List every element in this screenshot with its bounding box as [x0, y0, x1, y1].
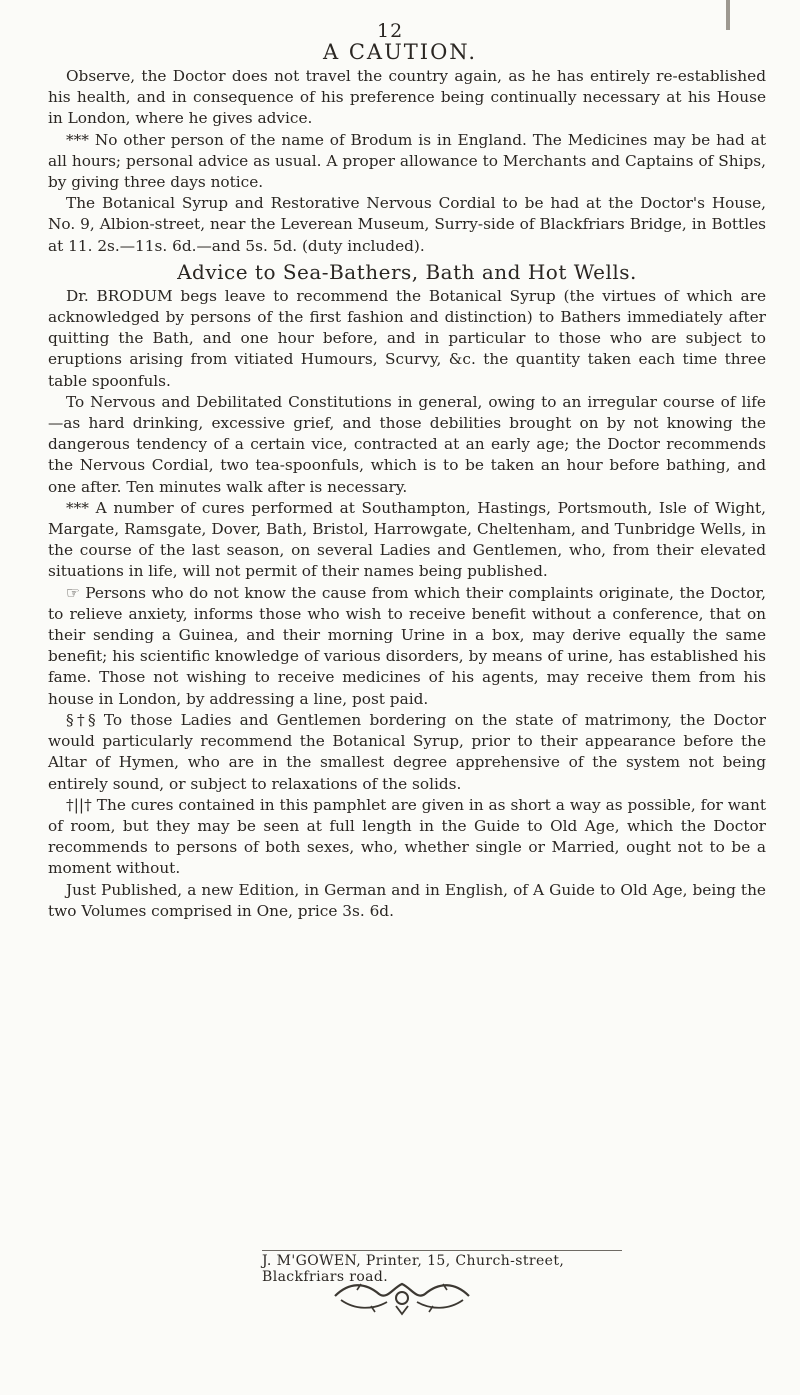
- section-paragraph: To Nervous and Debilitated Constitutions in general, owing to an irregular course of life—as hard drinking, excessive grief, and those debilities brought on by not knowing the dangerous tendency of a certain vice, contracted at an early age; the Doctor recommends the Nervous Cordial, two tea-spoonfuls, which is to be taken an hour before bathing, and one after. Ten minutes walk after is necessary.: [48, 392, 766, 496]
- ornament-icon: [327, 1276, 477, 1316]
- section-paragraph: †||† The cures contained in this pamphlet are given in as short a way as possible, for want of room, but they may be seen at full length in the Guide to Old Age, which the Doctor recommends to persons of both sexes, who, whether single or Married, ought not to be a moment without.: [48, 795, 766, 878]
- section-heading: Advice to Sea-Bathers, Bath and Hot Wells.: [177, 259, 637, 284]
- medicines-paragraph: The Botanical Syrup and Restorative Nervous Cordial to be had at the Doctor's House, No. 9, Albion-street, near the Leverean Museum, Surry-side of Blackfriars Bridge, in Bottles at 11. 2s.—11s. 6d.—and 5s. 5d. (duty included).: [48, 194, 766, 255]
- notice-paragraph: *** No other person of the name of Brodum is in England. The Medicines may be had at all hours; personal advice as usual. A proper allowance to Merchants and Captains of Ships, by giving three days notice.: [48, 130, 766, 192]
- section-paragraph: §†§ To those Ladies and Gentlemen bordering on the state of matrimony, the Doctor would particularly recommend the Botanical Syrup, prior to their appearance before the Altar of Hymen, who are in the smallest degree apprehensive of the system not being entirely sound, or subject to relaxations of the solids.: [48, 710, 766, 793]
- section-paragraph: Just Published, a new Edition, in German and in English, of A Guide to Old Age, being the two Volumes comprised in One, price 3s. 6d.: [48, 880, 766, 920]
- printer-imprint: J. M'GOWEN, Printer, 15, Church-street, Blackfriars road.: [262, 1250, 622, 1285]
- section-paragraph: ☞ Persons who do not know the cause from which their complaints originate, the Doctor, to relieve anxiety, informs those who wish to receive benefit without a conference, that on their sending a Guinea, and their morning Urine in a box, may derive equally the same benefit; his scientific knowledge of various disorders, by means of urine, has established his fame. Those not wishing to receive medicines of his agents, may receive them from his house in London, by addressing a line, post paid.: [48, 583, 766, 708]
- ink-mark: [726, 0, 730, 30]
- page-number: 12: [377, 20, 404, 42]
- caution-paragraph: Observe, the Doctor does not travel the country again, as he has entirely re-established his health, and in consequence of his preference being continually necessary at his House in London, where he gives advice.: [48, 67, 766, 128]
- section-paragraph: *** A number of cures performed at Southampton, Hastings, Portsmouth, Isle of Wight, Margate, Ramsgate, Dover, Bath, Bristol, Harrowgate, Cheltenham, and Tunbridge Wells, in the course of the last season, on several Ladies and Gentlemen, who, from their elevated situations in life, will not permit of their names being published.: [48, 498, 766, 581]
- page-title: A CAUTION.: [323, 40, 477, 64]
- section-paragraph: Dr. BRODUM begs leave to recommend the Botanical Syrup (the virtues of which are acknowledged by persons of the first fashion and distinction) to Bathers immediately after quitting the Bath, and one hour before, and in particular to those who are subject to eruptions arising from vitiated Humours, Scurvy, &c. the quantity taken each time three table spoonfuls.: [48, 286, 766, 390]
- body-text: [48, 66, 766, 922]
